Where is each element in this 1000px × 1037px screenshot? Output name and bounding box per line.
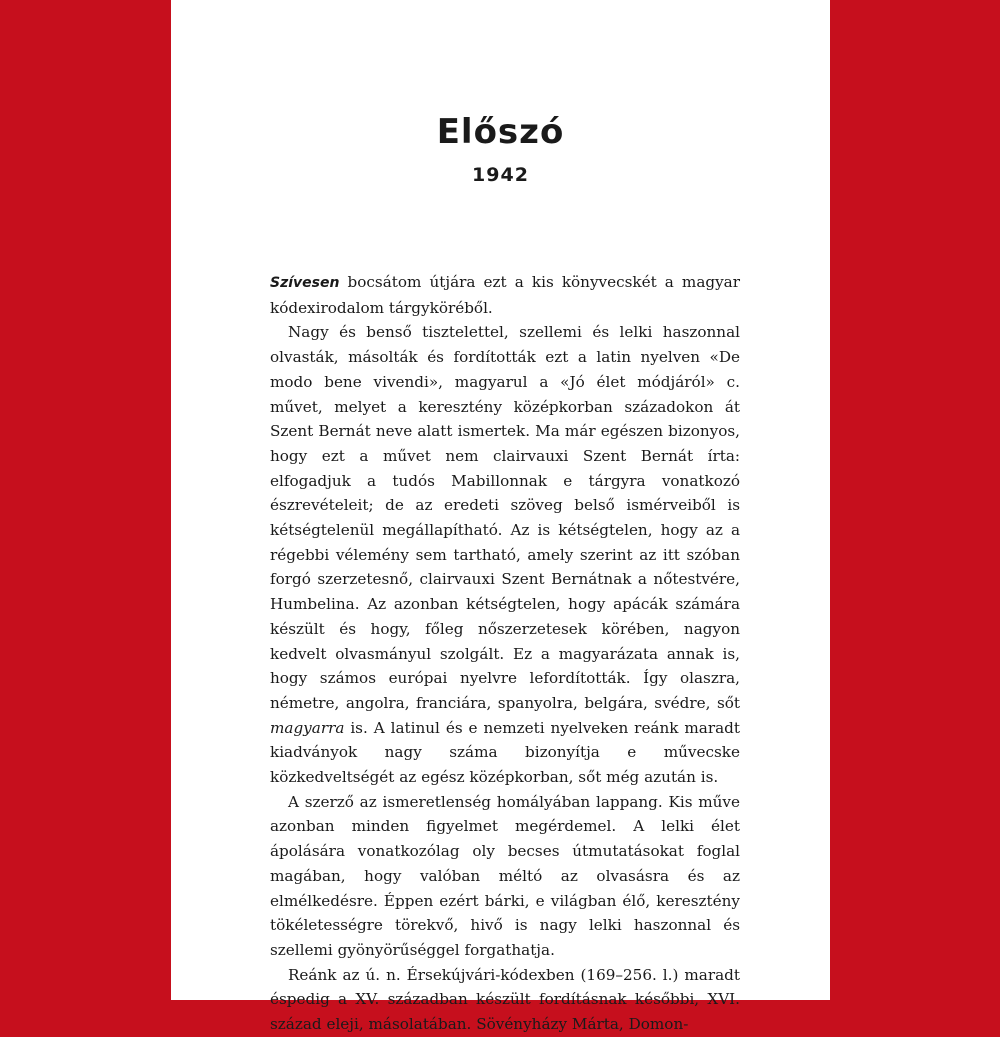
lead-word: Szívesen — [270, 275, 340, 291]
paragraph-4: Reánk az ú. n. Érsekújvári-kódexben (169–256. l.) maradt éspedig a XV. században készült fordításnak későbbi, XVI. század eleji, másolatában. Sövényházy Márta, Domon- — [270, 965, 740, 1034]
page-year: 1942 — [472, 164, 529, 186]
paragraph-2 — [270, 320, 740, 789]
page-title: Előszó — [436, 112, 565, 152]
paragraph-1 — [270, 270, 740, 320]
paragraph-1-text: bocsátom útjára ezt a kis könyvecskét a magyar kódexirodalom tárgyköréből. — [270, 273, 740, 317]
paragraph-2-text-b: is. A latinul és e nemzeti nyelveken reánk maradt kiadványok nagy száma bizonyítja e művecske közkedveltségét az egész középkorban, sőt még azután is. — [270, 718, 740, 787]
paragraph-3: A szerző az ismeretlenség homályában lappang. Kis műve azonban minden figyelmet megérdemel. A lelki élet ápolására vonatkozólag oly becses útmutatásokat foglal magában, hogy valóban méltó az olvasásra és az elmélkedésre. Éppen ezért bárki, e világban élő, keresztény tökéletességre törekvő, hivő is nagy lelki haszonnal és szellemi gyönyörűséggel forgathatja. — [270, 792, 740, 959]
book-page — [171, 0, 830, 1034]
body-text — [270, 270, 740, 1037]
paragraph-2-italic: magyarra — [270, 718, 345, 737]
paragraph-2-text-a: Nagy és benső tisztelettel, szellemi és lelki haszonnal olvasták, másolták és fordították ezt a latin nyelven «De modo bene vivendi», magyarul a «Jó élet módjáról» c. művet, melyet a keresztény középkorban századokon át Szent Bernát neve alatt ismertek. Ma már egészen bizonyos, hogy ezt a művet nem clairvauxi Szent Bernát írta: elfogadjuk a tudós Mabillonnak e tárgyra vonatkozó észrevételeit; de az eredeti szöveg belső ismérveiből is kétségtelenül megállapítható. Az is kétségtelen, hogy az a régebbi vélemény sem tartható, amely szerint az itt szóban forgó szerzetesnő, clairvauxi Szent Bernátnak a nőtestvére, Humbelina. Az azonban kétségtelen, hogy apácák számára készült és hogy, főleg nőszerzetesek körében, nagyon kedvelt olvasmányul szolgált. Ez a magyarázata annak is, hogy számos európai nyelvre lefordították. Így olaszra, németre, angolra, franciára, spanyolra, belgára, svédre, sőt — [270, 323, 740, 712]
